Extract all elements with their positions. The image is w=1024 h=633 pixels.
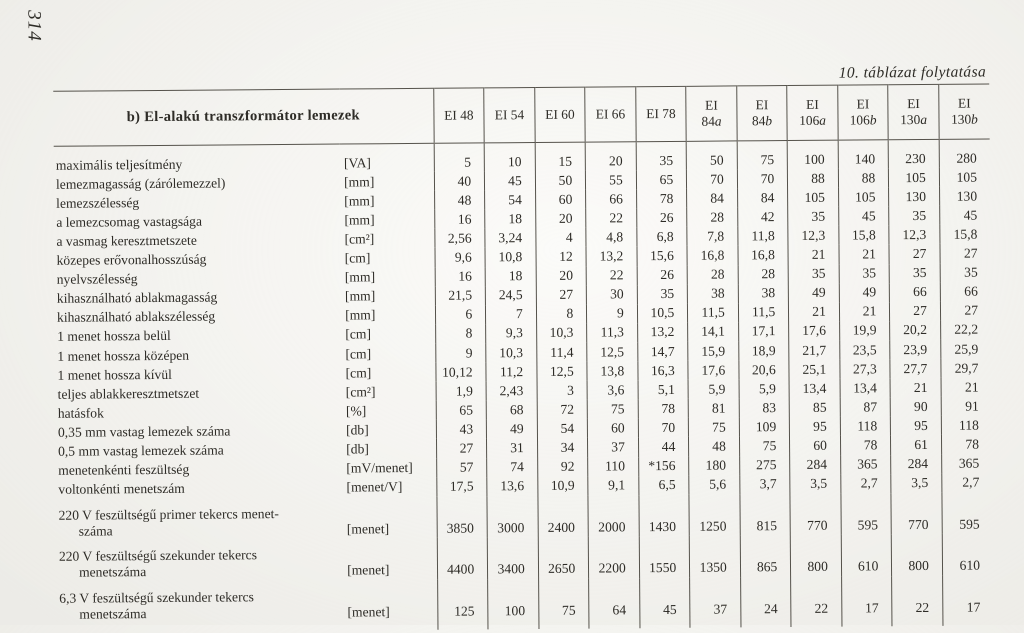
table-cell: 43 [436,420,487,439]
table-cell: 3,24 [485,228,536,247]
table-cell: 5 [434,143,485,172]
table-cell: 25,9 [941,339,992,358]
table-cell: 45 [839,207,890,226]
table-cell: 10,3 [486,343,537,362]
column-header: EI 106a [787,85,838,140]
table-cell: 27 [940,244,991,263]
table-cell: 5,1 [638,380,689,399]
column-header: EI 66 [585,87,636,142]
table-cell: 6,5 [639,475,690,494]
table-cell: 5,9 [688,380,739,399]
row-label: kihasználható ablakszélesség [56,308,216,326]
row-unit: [menet] [347,562,390,578]
row-unit: [cm²] [344,231,375,247]
table-cell: 75 [538,578,589,628]
row-label: 0,5 mm vastag lemezek száma [58,442,224,459]
table-cell: 21 [788,245,839,264]
table-cell: 27,7 [890,359,941,378]
table-cell: 22 [892,576,943,626]
table-cell: 35 [940,263,991,282]
table-cell: 92 [537,457,588,476]
table-cell: 75 [737,141,788,170]
column-header: EI 106b [838,85,889,140]
table-cell: 5,6 [689,475,740,494]
table-cell: 48 [689,437,740,456]
table-cell: 78 [636,189,687,208]
table-cell: 40 [434,172,485,191]
table-cell: 35 [636,141,687,170]
table-cell: 595 [942,492,993,534]
table-cell: 20,2 [890,321,941,340]
table-cell: 118 [941,416,992,435]
table-cell: 49 [839,283,890,302]
table-cell: 100 [787,140,838,169]
table-cell: 54 [485,190,536,209]
table-cell: 28 [687,208,738,227]
table-cell: 365 [840,455,891,474]
table-cell: 49 [487,419,538,438]
table-cell: 19,9 [839,321,890,340]
table-cell: 595 [841,493,892,535]
row-label: a vasmag keresztmetszete [56,232,197,249]
row-unit: [mm] [344,269,376,285]
table-cell: 118 [840,417,891,436]
row-label: teljes ablakkeresztmetszet [57,385,200,402]
table-cell: 770 [790,493,841,535]
table-title: b) El-alakú transzformátor lemezek [53,88,434,146]
table-cell: 11,3 [587,323,638,342]
row-unit: [%] [345,403,367,419]
row-unit: [mm] [345,307,376,323]
table-cell: 30 [587,285,638,304]
table-cell: 21 [890,378,941,397]
table-cell: 18 [485,209,536,228]
table-cell: 13,4 [789,379,840,398]
table-cell: 25,1 [789,360,840,379]
table-cell: 3,6 [587,380,638,399]
table-cell: 60 [535,190,586,209]
table-cell: 75 [739,436,790,455]
table-cell: 105 [838,187,889,206]
table-cell: 865 [740,535,791,577]
table-cell: 17 [841,576,892,626]
table-cell: 48 [434,191,485,210]
row-label: voltonkénti menetszám [58,480,185,497]
row-unit: [mm] [344,212,375,228]
table-cell: 11,2 [486,362,537,381]
column-header: EI 78 [635,86,686,141]
table-cell: 38 [738,284,789,303]
row-unit: [mm] [344,173,375,190]
table-cell: 15 [535,142,586,171]
table-cell: 275 [739,456,790,475]
table-cell: 15,8 [940,225,991,244]
table-cell: 35 [637,284,688,303]
table-cell: 3,5 [790,474,841,493]
table-cell: 26 [636,208,687,227]
table-cell: 100 [488,579,539,629]
table-cell: 4,8 [586,228,637,247]
table-cell: 2,43 [486,381,537,400]
table-cell: 27 [436,439,487,458]
table-cell: 24,5 [486,286,537,305]
column-header: EI 130b [939,84,990,139]
table-cell: 23,9 [890,340,941,359]
table-cell: 88 [788,169,839,188]
table-cell: 125 [437,579,488,629]
table-cell: 72 [537,400,588,419]
table-cell: 22,2 [940,320,991,339]
table-cell: 66 [586,189,637,208]
table-continuation-caption: 10. táblázat folytatása [838,63,987,82]
row-unit: [db] [346,422,369,438]
table-cell: 610 [841,534,892,576]
table-cell: 35 [889,206,940,225]
table-cell: 65 [636,170,687,189]
table-cell: 45 [639,578,690,628]
table-cell: 27 [889,244,940,263]
table-cell: 3,5 [891,473,942,492]
row-label: lemezmagasság (zárólemezzel) [55,175,226,192]
table-cell: 11,5 [688,303,739,322]
table-cell: 70 [638,418,689,437]
table-cell: 74 [487,458,538,477]
table-cell: 284 [891,454,942,473]
table-cell: 610 [942,534,993,576]
table-cell: 800 [892,534,943,576]
table-cell: 35 [889,263,940,282]
table-cell: 110 [588,457,639,476]
table-cell: 3,7 [740,475,791,494]
column-header: EI 60 [534,87,585,142]
table-cell: 815 [740,494,791,536]
table-cell: 2650 [538,537,589,579]
table-cell: 84 [687,189,738,208]
table-cell: 60 [790,436,841,455]
table-cell: 8 [536,304,587,323]
table-cell: 10,12 [436,362,487,381]
table-cell: 12,3 [788,226,839,245]
table-cell: 27 [890,302,941,321]
row-label: a lemezcsomag vastagsága [56,213,203,230]
lamination-table [53,83,993,632]
row-unit: [menet] [346,520,390,537]
table-cell: 3 [537,381,588,400]
table-cell: 230 [889,139,940,168]
table-cell: 12,5 [537,362,588,381]
row-label: nyelvszélesség [56,271,138,287]
table-cell: 20 [585,142,636,171]
table-cell: 64 [589,578,640,628]
table-cell: 7 [486,305,537,324]
table-cell: 45 [485,171,536,190]
table-cell: *156 [638,456,689,475]
table-cell: 3850 [437,496,488,538]
row-label: 1 menet hossza középen [57,347,190,364]
column-header: EI 130a [888,84,939,139]
table-cell: 66 [940,282,991,301]
table-cell: 22 [586,208,637,227]
table-cell: 21 [941,378,992,397]
table-cell: 38 [688,284,739,303]
table-cell: 180 [689,456,740,475]
table-cell: 12 [536,247,587,266]
table-cell: 21,7 [789,341,840,360]
table-cell: 1430 [639,494,690,536]
table-cell: 45 [940,206,991,225]
table-cell: 1350 [690,536,741,578]
row-unit: [cm] [344,250,371,266]
table-cell: 20 [536,266,587,285]
table-cell: 1,9 [436,382,487,401]
table-cell: 37 [690,577,741,627]
table-cell: 21 [839,245,890,264]
table-cell: 2,7 [841,474,892,493]
table-cell: 75 [587,399,638,418]
table-cell: 130 [889,187,940,206]
table-cell: 10 [484,143,535,172]
table-cell: 2,7 [942,473,993,492]
table-cell: 66 [890,282,941,301]
table-cell: 5,9 [739,379,790,398]
table-cell: 9,3 [486,324,537,343]
table-cell: 75 [689,418,740,437]
table-cell: 15,9 [688,341,739,360]
table-cell: 17,6 [789,321,840,340]
row-label: közepes erővonalhosszúság [56,251,207,268]
table-cell: 18 [485,267,536,286]
table-cell: 26 [637,265,688,284]
table-cell: 44 [638,437,689,456]
row-unit: [cm] [345,326,372,342]
row-unit: [mm] [344,193,375,209]
table-cell: 6 [435,305,486,324]
table-cell: 10,3 [536,323,587,342]
table-cell: 10,5 [637,304,688,323]
table-cell: 70 [687,170,738,189]
table-cell: 95 [891,416,942,435]
row-unit: [mV/menet] [346,460,413,476]
table-cell: 13,2 [586,247,637,266]
table-cell: 81 [688,399,739,418]
table-cell: 50 [686,141,737,170]
table-cell: 18,9 [739,341,790,360]
table-cell: 9,1 [588,476,639,495]
table-cell: 12,3 [889,225,940,244]
table-cell: 31 [487,438,538,457]
table-cell: 6,8 [637,227,688,246]
table-cell: 17,6 [688,360,739,379]
table-cell: 13,4 [840,378,891,397]
table-cell: 14,7 [638,342,689,361]
column-header: EI 84b [737,86,788,141]
table-cell: 83 [739,398,790,417]
table-cell: 27 [940,301,991,320]
table-cell: 17,5 [436,477,487,496]
table-cell: 280 [939,139,990,168]
table-cell: 14,1 [688,322,739,341]
row-unit: [cm²] [345,383,376,400]
table-cell: 78 [941,435,992,454]
table-cell: 54 [537,419,588,438]
row-label: menetenkénti feszültség [58,461,190,478]
table-cell: 50 [535,171,586,190]
table-cell: 365 [941,454,992,473]
row-label: 220 V feszültségű szekunder tekercs menetszáma [58,547,258,580]
row-label: 220 V feszültségű primer tekercs menet- száma [58,505,279,539]
table-cell: 15,8 [839,226,890,245]
table-cell: 49 [789,283,840,302]
table-cell: 9 [435,343,486,362]
table-cell: 22 [586,266,637,285]
row-unit: [VA] [343,154,371,171]
table-cell: 28 [738,265,789,284]
table-cell: 20 [535,209,586,228]
table-cell: 65 [436,401,487,420]
row-unit: [mm] [344,288,376,304]
table-cell: 2400 [538,495,589,537]
table-cell: 4 [536,228,587,247]
column-header: EI 54 [484,88,535,143]
table-cell: 61 [891,435,942,454]
table-cell: 95 [790,417,841,436]
table-cell: 11,8 [738,226,789,245]
table-cell: 90 [891,397,942,416]
table-cell: 21 [839,302,890,321]
table-cell: 68 [486,400,537,419]
table-cell: 88 [838,168,889,187]
row-label: 1 menet hossza kívül [57,366,172,383]
row-label: kihasználható ablakmagasság [56,289,218,306]
table-cell: 16,8 [738,245,789,264]
table-cell: 4400 [437,538,488,580]
row-unit: [menet] [347,604,390,620]
table-cell: 3400 [487,537,538,579]
table-cell: 22 [791,576,842,626]
table-cell: 16 [435,267,486,286]
page-number: 314 [23,10,45,42]
table-cell: 11,4 [536,343,587,362]
row-unit: [cm] [345,345,372,362]
table-cell: 9,6 [435,248,486,267]
table-cell: 3000 [487,496,538,538]
column-header: EI 48 [433,88,484,143]
table-cell: 91 [941,397,992,416]
row-label: 1 menet hossza belül [57,328,171,345]
table-cell: 57 [436,458,487,477]
table-cell: 20,6 [739,360,790,379]
table-cell: 130 [939,187,990,206]
table-cell: 37 [588,438,639,457]
table-cell: 24 [740,577,791,627]
table-cell: 78 [638,399,689,418]
row-label: maximális teljesítmény [55,156,183,173]
table-cell: 27,3 [840,359,891,378]
table-cell: 2200 [589,536,640,578]
table-cell: 1250 [689,494,740,536]
row-label: 0,35 mm vastag lemezek száma [57,423,231,440]
table-cell: 800 [791,535,842,577]
table-cell: 16,8 [687,246,738,265]
table-cell: 70 [737,169,788,188]
table-cell: 13,8 [587,361,638,380]
table-cell: 27 [536,285,587,304]
table-cell: 9 [587,304,638,323]
table-cell: 16 [434,210,485,229]
row-unit: [cm] [345,364,372,381]
table-cell: 55 [586,170,637,189]
table-cell: 34 [537,438,588,457]
table-cell: 21,5 [435,286,486,305]
table-cell: 13,6 [487,477,538,496]
table-cell: 17 [942,575,993,625]
table-cell: 284 [790,455,841,474]
table-cell: 11,5 [738,303,789,322]
table-cell: 10,8 [485,247,536,266]
table-cell: 8 [435,324,486,343]
table-cell: 13,2 [637,323,688,342]
table-cell: 42 [737,207,788,226]
table-cell: 84 [737,188,788,207]
table-cell: 1550 [639,536,690,578]
table-cell: 85 [789,398,840,417]
table-cell: 29,7 [941,358,992,377]
row-label: 6,3 V feszültségű szekunder tekercs menetszáma [59,589,254,622]
row-label: lemezszélesség [56,194,140,211]
column-header: EI 84a [686,86,737,141]
table-cell: 87 [840,397,891,416]
table-cell: 105 [939,168,990,187]
table-cell: 35 [839,264,890,283]
table-cell: 15,6 [637,246,688,265]
table-cell: 2,56 [435,229,486,248]
table-cell: 2000 [588,495,639,537]
table-cell: 140 [838,140,889,169]
table-cell: 21 [789,302,840,321]
row-unit: [menet/V] [346,479,403,495]
table-cell: 770 [891,493,942,535]
table-cell: 16,3 [638,361,689,380]
table-cell: 12,5 [587,342,638,361]
table-cell: 105 [788,188,839,207]
row-label: hatásfok [57,405,104,421]
table-cell: 78 [840,436,891,455]
table-cell: 23,5 [840,340,891,359]
table-container [53,83,993,632]
table-cell: 17,1 [738,322,789,341]
table-cell: 109 [739,417,790,436]
table-cell: 35 [788,264,839,283]
table-cell: 7,8 [687,227,738,246]
table-cell: 28 [687,265,738,284]
row-unit: [db] [346,441,369,457]
table-cell: 60 [588,419,639,438]
table-cell: 35 [788,207,839,226]
table-cell: 105 [889,168,940,187]
table-cell: 10,9 [538,476,589,495]
